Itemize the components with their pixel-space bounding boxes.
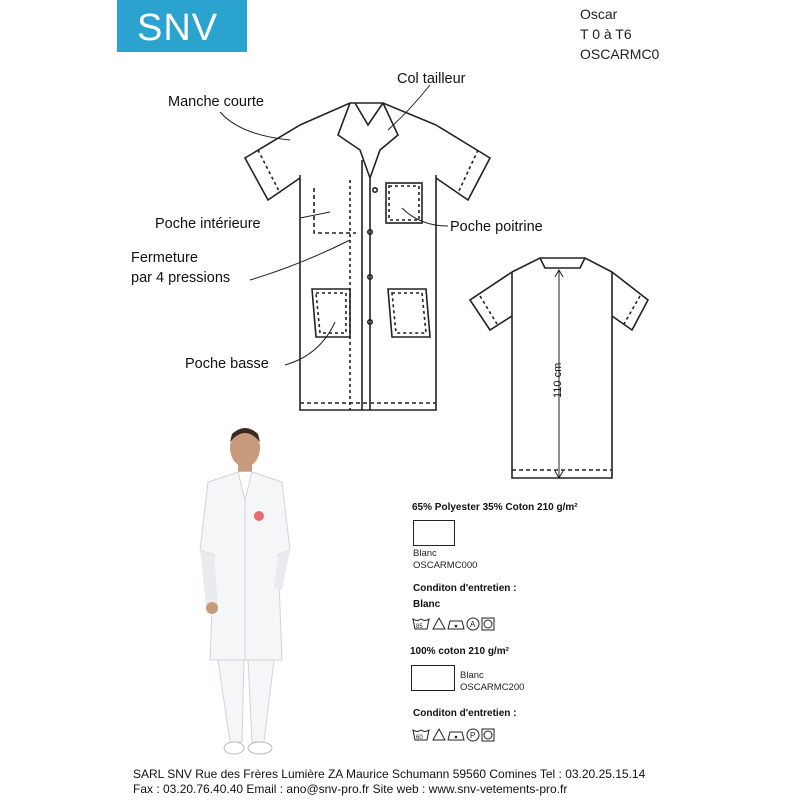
- front-view: [245, 103, 490, 410]
- fabric-2-color: Blanc: [460, 670, 484, 681]
- callout-fermeture-line1: Fermeture: [131, 250, 198, 266]
- callout-col-tailleur: Col tailleur: [397, 71, 466, 87]
- fabric-2-swatch: [411, 665, 455, 691]
- product-name: Oscar: [580, 6, 618, 22]
- model-photo: [170, 420, 320, 765]
- fabric-1-ref: OSCARMC000: [413, 560, 478, 571]
- length-dimension-label: 110 cm: [552, 362, 564, 398]
- footer-address: SARL SNV Rue des Frères Lumière ZA Maurice Schumann 59560 Comines Tel : 03.20.25.15.14: [133, 767, 646, 781]
- dry-clean-a-icon: [467, 618, 479, 630]
- svg-text:A: A: [470, 620, 476, 629]
- svg-text:85: 85: [416, 624, 423, 630]
- fabric-2-care-title: Conditon d'entretien :: [413, 708, 517, 719]
- callout-manche-courte: Manche courte: [168, 94, 264, 110]
- fabric-1-care-title: Conditon d'entretien :: [413, 583, 517, 594]
- fabric-1-swatch: [413, 520, 455, 546]
- dry-clean-p-icon: [467, 729, 479, 741]
- fabric-2-ref: OSCARMC200: [460, 682, 525, 693]
- fabric-1-color: Blanc: [413, 548, 437, 559]
- callout-poche-poitrine: Poche poitrine: [450, 219, 543, 235]
- callout-fermeture-line2: par 4 pressions: [131, 270, 231, 286]
- bleach-icon: [433, 618, 445, 629]
- tumble-dry-icon: [482, 618, 494, 630]
- product-sizes: T 0 à T6: [580, 26, 632, 42]
- iron-icon: [448, 621, 464, 629]
- fabric-2-care-symbols: [412, 726, 502, 744]
- fabric-1-care-symbols: [412, 615, 502, 633]
- callout-poche-interieure: Poche intérieure: [155, 216, 261, 232]
- footer-contact: Fax : 03.20.76.40.40 Email : ano@snv-pro.fr Site web : www.snv-vetements-pro.fr: [133, 782, 568, 796]
- wash-85-icon: [413, 619, 429, 630]
- tumble-dry-icon: [482, 729, 494, 741]
- svg-text:P: P: [470, 731, 476, 740]
- iron-icon: [448, 732, 464, 740]
- wash-60-icon: [413, 730, 429, 741]
- svg-text:60: 60: [416, 735, 423, 741]
- product-ref: OSCARMC0: [580, 46, 660, 62]
- fabric-1-composition: 65% Polyester 35% Coton 210 g/m²: [412, 502, 578, 513]
- callout-poche-basse: Poche basse: [185, 356, 269, 372]
- bleach-icon: [433, 729, 445, 740]
- fabric-1-care-color: Blanc: [413, 599, 441, 610]
- snv-logo: SNV: [117, 0, 247, 52]
- fabric-2-composition: 100% coton 210 g/m²: [410, 646, 509, 657]
